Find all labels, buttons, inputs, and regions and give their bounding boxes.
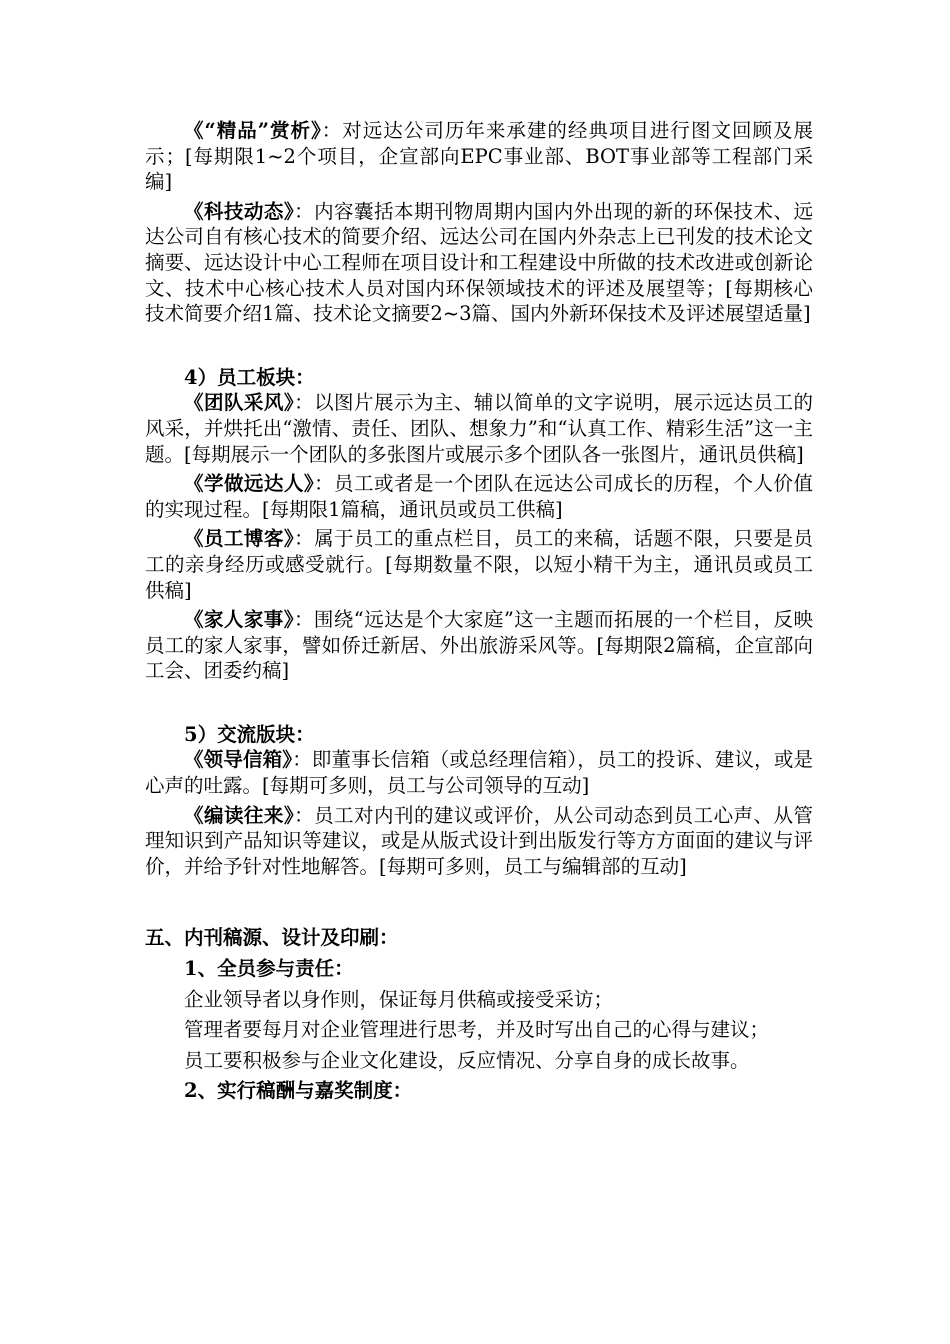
subheading-participation: 1、全员参与责任： bbox=[184, 957, 354, 981]
paragraph-lingdao bbox=[145, 747, 813, 798]
line-employees: 员工要积极参与企业文化建设，反应情况、分享自身的成长故事。 bbox=[184, 1048, 750, 1072]
paragraph-tuandui bbox=[145, 390, 813, 467]
column-title: 《员工博客》 bbox=[184, 527, 295, 551]
column-body: ：围绕“远达是个大家庭”这一主题而拓展的一个栏目，反映员工的家人家事，譬如侨迁新居、外出旅游采风等。[每期限2篇稿，企宣部向工会、团委约稿] bbox=[145, 608, 813, 683]
paragraph-boke bbox=[145, 526, 813, 603]
column-title: 《科技动态》 bbox=[184, 199, 295, 223]
section-heading-exchange: 5）交流版块： bbox=[184, 722, 315, 746]
column-body: ：属于员工的重点栏目，员工的来稿，话题不限，只要是员工的亲身经历或感受就行。[每期数量不限，以短小精干为主，通讯员或员工供稿] bbox=[145, 527, 813, 602]
paragraph-keji bbox=[145, 199, 813, 327]
column-title: 《团队采风》 bbox=[184, 391, 295, 415]
section-heading-staff: 4）员工板块： bbox=[184, 365, 315, 389]
column-body: ：对远达公司历年来承建的经典项目进行图文回顾及展示；[每期限1~2个项目，企宣部向EPC事业部、BOT事业部等工程部门采编] bbox=[145, 119, 813, 194]
subheading-rewards: 2、实行稿酬与嘉奖制度： bbox=[184, 1079, 413, 1103]
column-body: ：以图片展示为主、辅以简单的文字说明，展示远达员工的风采，并烘托出“激情、责任、团队、想象力”和“认真工作、精彩生活”这一主题。[每期展示一个团队的多张图片或展示多个团队各一张图片，通讯员供稿] bbox=[145, 391, 813, 466]
line-leaders: 企业领导者以身作则，保证每月供稿或接受采访； bbox=[184, 987, 614, 1011]
column-body: ：员工或者是一个团队在远达公司成长的历程，个人价值的实现过程。[每期限1篇稿，通讯员或员工供稿] bbox=[145, 472, 813, 521]
column-title: 《领导信箱》 bbox=[184, 748, 293, 772]
document-page bbox=[145, 118, 813, 1104]
column-title: 《编读往来》 bbox=[184, 803, 295, 827]
column-body: ：内容囊括本期刊物周期内国内外出现的新的环保技术、远达公司自有核心技术的简要介绍、远达公司在国内外杂志上已刊发的技术论文摘要、远达设计中心工程师在项目设计和工程建设中所做的技术改进或创新论文、技术中心核心技术人员对国内环保领域技术的评述及展望等；[每期核心技术简要介绍1篇、技术论文摘要2~3篇、国内外新环保技术及评述展望适量] bbox=[145, 199, 813, 326]
line-managers: 管理者要每月对企业管理进行思考，并及时写出自己的心得与建议； bbox=[184, 1018, 770, 1042]
column-title: 《学做远达人》 bbox=[184, 472, 315, 496]
paragraph-biandu bbox=[145, 803, 813, 880]
column-title: 《家人家事》 bbox=[184, 608, 294, 632]
chapter-heading: 五、内刊稿源、设计及印刷： bbox=[145, 926, 399, 950]
paragraph-xuezuo bbox=[145, 471, 813, 522]
paragraph-jingpin bbox=[145, 118, 813, 195]
column-body: ：即董事长信箱（或总经理信箱），员工的投诉、建议，或是心声的吐露。[每期可多则，员工与公司领导的互动] bbox=[145, 748, 813, 798]
column-title: 《“精品”赏析》 bbox=[184, 119, 322, 142]
column-body: ：员工对内刊的建议或评价，从公司动态到员工心声、从管理知识到产品知识等建议，或是从版式设计到出版发行等方方面面的建议与评价，并给予针对性地解答。[每期可多则，员工与编辑部的互动] bbox=[145, 803, 813, 878]
paragraph-jiaren bbox=[145, 607, 813, 684]
